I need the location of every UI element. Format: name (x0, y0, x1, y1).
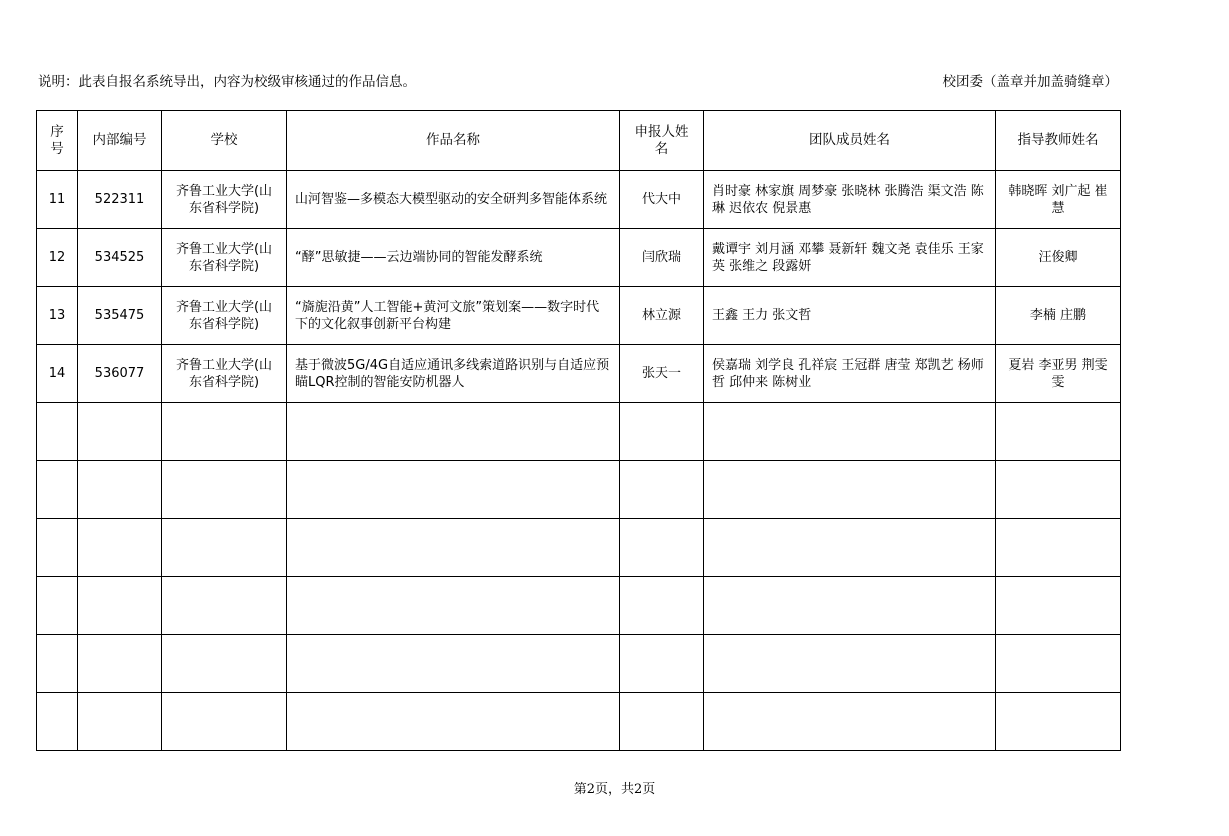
column-header-members: 团队成员姓名 (704, 111, 996, 171)
cell-code (78, 519, 162, 577)
cell-applicant (620, 635, 704, 693)
cell-seq (37, 519, 78, 577)
cell-school (162, 635, 287, 693)
cell-advisor (996, 461, 1121, 519)
cell-title: 山河智鉴—多模态大模型驱动的安全研判多智能体系统 (287, 171, 620, 229)
cell-members (704, 693, 996, 751)
cell-advisor (996, 693, 1121, 751)
cell-school (162, 519, 287, 577)
table-row-empty (37, 635, 1121, 693)
column-header-school: 学校 (162, 111, 287, 171)
cell-applicant: 张天一 (620, 345, 704, 403)
cell-seq: 13 (37, 287, 78, 345)
table-row (37, 345, 1121, 403)
table-row (37, 229, 1121, 287)
table-row (37, 287, 1121, 345)
column-header-applicant: 申报人姓名 (620, 111, 704, 171)
cell-title: “旖旎沿黄”人工智能+黄河文旅”策划案——数字时代下的文化叙事创新平台构建 (287, 287, 620, 345)
cell-advisor (996, 519, 1121, 577)
table-row-empty (37, 693, 1121, 751)
cell-members: 王鑫 王力 张文哲 (704, 287, 996, 345)
cell-school: 齐鲁工业大学(山东省科学院) (162, 345, 287, 403)
cell-school: 齐鲁工业大学(山东省科学院) (162, 171, 287, 229)
cell-applicant (620, 519, 704, 577)
cell-seq: 12 (37, 229, 78, 287)
cell-title: “酵”思敏捷——云边端协同的智能发酵系统 (287, 229, 620, 287)
cell-code (78, 577, 162, 635)
cell-code: 535475 (78, 287, 162, 345)
cell-members (704, 519, 996, 577)
cell-school (162, 693, 287, 751)
table-row-empty (37, 519, 1121, 577)
cell-title: 基于微波5G/4G自适应通讯多线索道路识别与自适应预瞄LQR控制的智能安防机器人 (287, 345, 620, 403)
cell-school (162, 577, 287, 635)
cell-advisor: 夏岩 李亚男 荆雯雯 (996, 345, 1121, 403)
cell-members (704, 635, 996, 693)
column-header-title: 作品名称 (287, 111, 620, 171)
stamp-note: 校团委（盖章并加盖骑缝章） (942, 74, 1118, 90)
cell-members (704, 403, 996, 461)
cell-code: 536077 (78, 345, 162, 403)
export-note: 说明：此表自报名系统导出，内容为校级审核通过的作品信息。 (38, 74, 416, 90)
cell-advisor: 汪俊卿 (996, 229, 1121, 287)
table-header-row (37, 111, 1121, 171)
table-row-empty (37, 403, 1121, 461)
cell-code: 534525 (78, 229, 162, 287)
cell-advisor (996, 577, 1121, 635)
cell-applicant: 林立源 (620, 287, 704, 345)
cell-advisor (996, 635, 1121, 693)
cell-advisor: 李楠 庄鹏 (996, 287, 1121, 345)
cell-members (704, 461, 996, 519)
cell-applicant (620, 693, 704, 751)
cell-school: 齐鲁工业大学(山东省科学院) (162, 229, 287, 287)
cell-seq (37, 577, 78, 635)
page-number: 第2页，共2页 (573, 782, 656, 797)
cell-code (78, 461, 162, 519)
cell-seq: 11 (37, 171, 78, 229)
column-header-code: 内部编号 (78, 111, 162, 171)
cell-seq (37, 403, 78, 461)
cell-school (162, 461, 287, 519)
project-table (36, 110, 1121, 751)
cell-title (287, 461, 620, 519)
cell-code: 522311 (78, 171, 162, 229)
cell-applicant: 代大中 (620, 171, 704, 229)
table-row-empty (37, 461, 1121, 519)
cell-code (78, 693, 162, 751)
column-header-seq: 序号 (37, 111, 78, 171)
cell-advisor (996, 403, 1121, 461)
cell-school (162, 403, 287, 461)
table-row (37, 171, 1121, 229)
column-header-advisor: 指导教师姓名 (996, 111, 1121, 171)
cell-applicant: 闫欣瑞 (620, 229, 704, 287)
cell-applicant (620, 577, 704, 635)
cell-code (78, 635, 162, 693)
cell-members (704, 577, 996, 635)
cell-title (287, 519, 620, 577)
table-row-empty (37, 577, 1121, 635)
cell-applicant (620, 403, 704, 461)
cell-seq (37, 461, 78, 519)
cell-seq: 14 (37, 345, 78, 403)
cell-school: 齐鲁工业大学(山东省科学院) (162, 287, 287, 345)
cell-members: 戴谭宇 刘月涵 邓攀 聂新轩 魏文尧 袁佳乐 王家英 张维之 段露妍 (704, 229, 996, 287)
cell-title (287, 403, 620, 461)
cell-title (287, 693, 620, 751)
cell-code (78, 403, 162, 461)
cell-members: 侯嘉瑞 刘学良 孔祥宸 王冠群 唐莹 郑凯艺 杨师哲 邱仲来 陈树业 (704, 345, 996, 403)
cell-seq (37, 693, 78, 751)
cell-seq (37, 635, 78, 693)
cell-applicant (620, 461, 704, 519)
cell-advisor: 韩晓晖 刘广起 崔慧 (996, 171, 1121, 229)
cell-members: 肖时豪 林家旗 周梦豪 张晓林 张腾浩 渠文浩 陈琳 迟依农 倪景惠 (704, 171, 996, 229)
cell-title (287, 577, 620, 635)
cell-title (287, 635, 620, 693)
